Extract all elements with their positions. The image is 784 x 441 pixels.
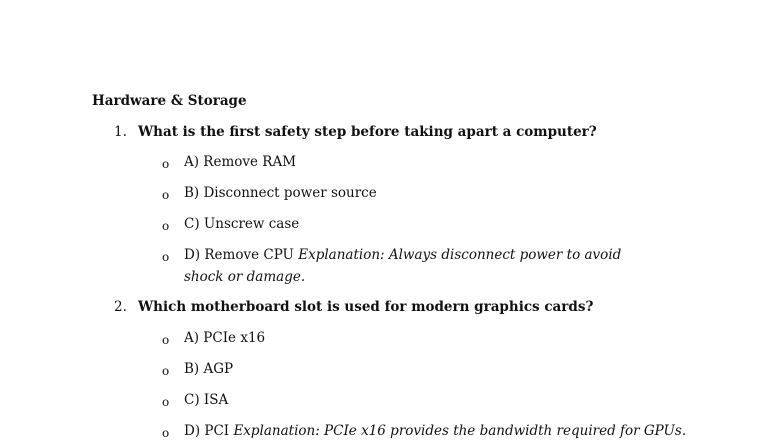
list-bullet: o [162,157,170,171]
answer-option: C) ISA [184,392,229,408]
list-bullet: o [162,219,170,233]
answer-explanation: Explanation: PCIe x16 provides the bandwidth required for GPUs. [233,423,687,439]
list-bullet: o [162,395,170,409]
list-bullet: o [162,364,170,378]
answer-option: B) AGP [184,361,234,377]
question-text: What is the first safety step before taking apart a computer? [138,124,597,140]
list-bullet: o [162,426,170,440]
list-bullet: o [162,250,170,264]
list-bullet: o [162,333,170,347]
answer-option-text: D) PCI [184,423,230,439]
answer-option-with-explanation [184,244,664,288]
answer-option-text: D) Remove CPU [184,247,294,263]
answer-option-with-explanation [184,423,686,439]
answer-option: A) Remove RAM [184,154,297,170]
answer-option: A) PCIe x16 [184,330,266,346]
question-text: Which motherboard slot is used for modern graphics cards? [138,299,594,315]
answer-explanation: Explanation: Always disconnect power to avoid shock or damage. [184,247,622,285]
section-title: Hardware & Storage [92,93,247,109]
list-bullet: o [162,188,170,202]
question-number: 1. [114,124,127,140]
answer-option: B) Disconnect power source [184,185,377,201]
question-number: 2. [114,299,127,315]
answer-option: C) Unscrew case [184,216,300,232]
